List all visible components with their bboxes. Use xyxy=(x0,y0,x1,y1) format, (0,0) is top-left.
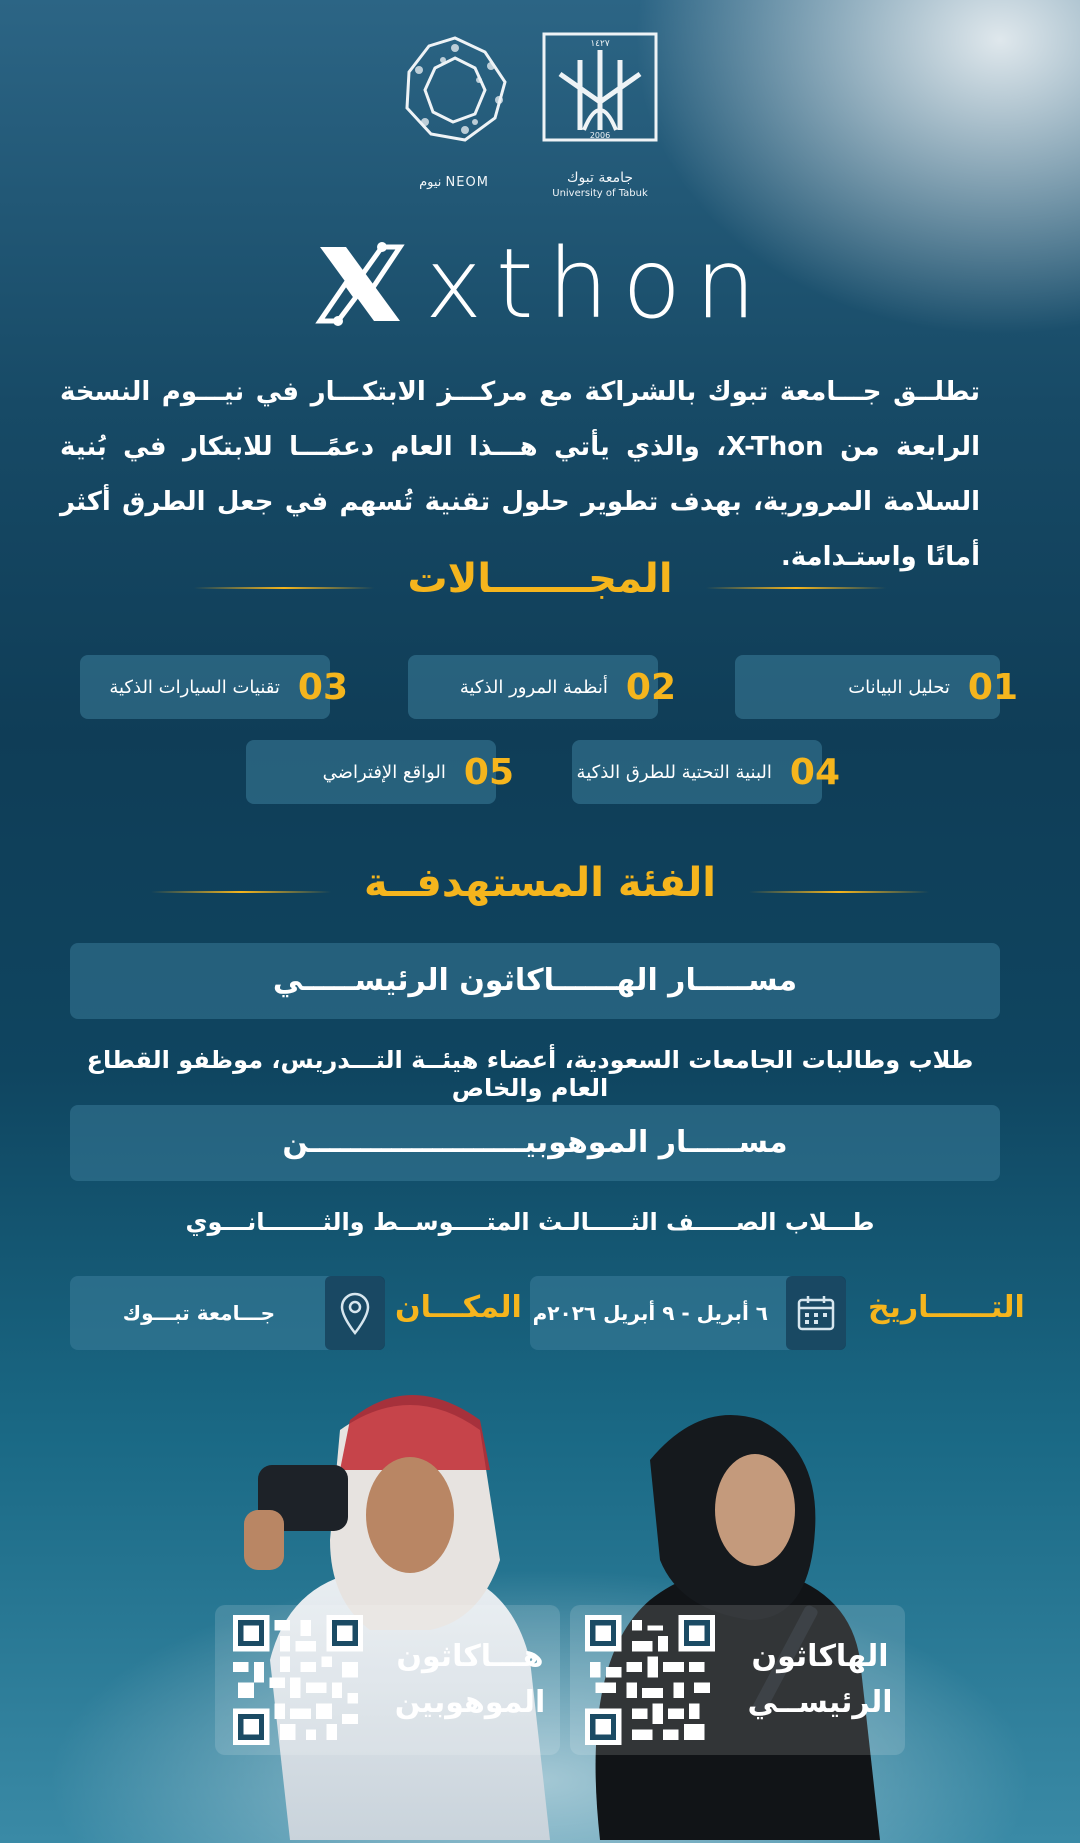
field-chip-05 xyxy=(246,740,514,804)
field-number: 03 xyxy=(297,666,348,708)
participants-photo xyxy=(230,1360,970,1843)
qr-label-line2: الرئيســي xyxy=(747,1685,893,1720)
tabuk-year: 2006 xyxy=(589,131,611,140)
field-label: الواقع الإفتراضي xyxy=(322,761,446,783)
xthon-wordmark xyxy=(0,228,1080,340)
field-chip-04 xyxy=(572,740,840,804)
talent-hackathon-qr-code[interactable] xyxy=(233,1615,363,1745)
fields-heading xyxy=(0,556,1080,602)
neom-emblem-icon xyxy=(395,30,515,160)
main-hackathon-qr-label xyxy=(745,1605,895,1755)
wordmark-text: xthon xyxy=(425,228,770,340)
date-box xyxy=(530,1276,846,1350)
tabuk-top-mark: ١٤٢٧ xyxy=(590,39,610,49)
field-label: تحليل البيانات xyxy=(848,676,950,698)
talent-track-description: طـــلاب الصـــــف الثـــــالـث المتــــوســط والثـــــــانـــوي xyxy=(185,1208,875,1236)
main-hackathon-qr-card[interactable] xyxy=(570,1605,905,1755)
partner-logos xyxy=(395,30,675,200)
neom-arabic: نيوم xyxy=(419,175,442,190)
location-pin-icon xyxy=(338,1291,372,1335)
main-track-banner: مســـــار الهــــــاكاثون الرئيســـــي xyxy=(70,943,1000,1019)
heading-rule xyxy=(194,587,374,589)
field-number: 05 xyxy=(463,751,514,793)
field-chip-03 xyxy=(80,655,348,719)
date-value: ٦ أبريل - ٩ أبريل ٢٠٢٦م xyxy=(532,1301,768,1325)
field-chip-01 xyxy=(735,655,1018,719)
field-label: أنظمة المرور الذكية xyxy=(459,676,608,698)
calendar-icon xyxy=(796,1294,836,1332)
audience-heading xyxy=(0,860,1080,906)
field-number: 01 xyxy=(967,666,1018,708)
neom-logo xyxy=(395,30,515,200)
place-icon-box xyxy=(325,1276,385,1350)
university-of-tabuk-logo xyxy=(540,30,660,200)
talent-hackathon-qr-label xyxy=(395,1605,545,1755)
intro-paragraph: تطلــق جـــامعة تبوك بالشراكة مع مركـــز الابتكـــار في نيـــوم النسخة الرابعة من X-Thon، والذي يأتي هـــذا العام دعمًـــا للابتكار في بُنية السلامة المرورية، بهدف تطوير حلول تقنية تُسهم في جعل الطرق أكثر أمانًا واستـدامة. xyxy=(60,377,980,572)
fields-title: المجـــــــالات xyxy=(407,556,673,602)
neom-latin: NEOM xyxy=(445,175,489,190)
field-label: البنية التحتية للطرق الذكية xyxy=(576,761,772,783)
main-hackathon-qr-code[interactable] xyxy=(585,1615,715,1745)
qr-label-line2: الموهوبين xyxy=(394,1685,546,1720)
heading-rule xyxy=(151,891,331,893)
tabuk-latin: University of Tabuk xyxy=(552,188,648,199)
place-label: المكـــان xyxy=(395,1290,522,1325)
talent-track-banner: مســـــار الموهوبيـــــــــــــــــــــن xyxy=(70,1105,1000,1181)
place-box xyxy=(70,1276,385,1350)
tabuk-arabic: جامعة تبوك xyxy=(566,170,634,186)
main-track-description: طلاب وطالبات الجامعات السعودية، أعضاء هيئــة التـــدريس، موظفو القطاع العام والخاص xyxy=(86,1046,974,1102)
qr-label-line1: هـــاكاثون xyxy=(396,1639,544,1674)
date-label: التــــــاريخ xyxy=(868,1290,1025,1325)
place-value: جـــامعة تبـــوك xyxy=(122,1301,275,1325)
tabuk-emblem-icon xyxy=(540,30,660,150)
field-chip-02 xyxy=(408,655,676,719)
date-icon-box xyxy=(786,1276,846,1350)
audience-title: الفئة المستهدفــة xyxy=(364,860,716,906)
heading-rule xyxy=(749,891,929,893)
field-label: تقنيات السيارات الذكية xyxy=(109,676,280,698)
talent-hackathon-qr-card[interactable] xyxy=(215,1605,560,1755)
x-logo-icon xyxy=(310,239,410,329)
qr-label-line1: الهاكاثون xyxy=(751,1639,889,1674)
field-number: 04 xyxy=(789,751,840,793)
heading-rule xyxy=(706,587,886,589)
field-number: 02 xyxy=(625,666,676,708)
